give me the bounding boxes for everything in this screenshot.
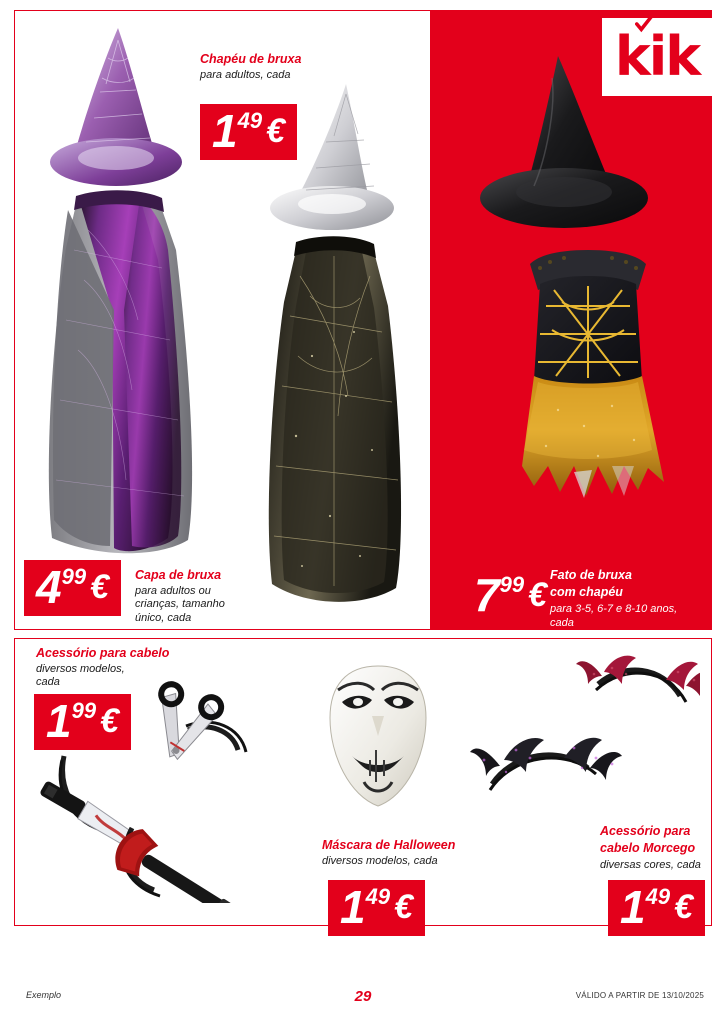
product-title: Acessório para cabelo [36, 646, 170, 660]
caption-acessorio-morcego [600, 824, 720, 873]
price-integer: 1 [340, 881, 365, 933]
price-currency: € [394, 888, 413, 926]
headband-knife-icon [36, 668, 316, 903]
price-integer: 1 [46, 695, 71, 747]
product-title: Capa de bruxa [135, 568, 222, 582]
caption-chapeu-bruxa [200, 52, 390, 82]
halloween-mask-icon [318, 664, 438, 814]
price-cents: 99 [71, 698, 97, 723]
witch-hat-black-icon [452, 48, 682, 238]
product-subtitle: diversas cores, cada [600, 859, 701, 872]
example-label: Exemplo [26, 990, 62, 1000]
product-subtitle: para adultos, cada [200, 68, 291, 81]
price-currency: € [266, 112, 285, 150]
price-currency: € [90, 568, 109, 606]
price-fato-bruxa [462, 568, 559, 624]
price-integer: 1 [212, 105, 237, 157]
product-subtitle-1: para adultos ou [135, 584, 211, 597]
price-integer: 4 [36, 561, 61, 613]
page-number: 29 [354, 988, 372, 1005]
product-subtitle: diversos modelos, cada [322, 854, 438, 867]
product-title: Máscara de Halloween [322, 838, 456, 852]
product-subtitle-2: cada [36, 676, 60, 689]
price-cents: 49 [365, 884, 391, 909]
price-integer: 7 [474, 569, 499, 621]
price-cents: 49 [645, 884, 671, 909]
witch-hat-purple-icon [30, 22, 210, 192]
price-cents: 49 [237, 108, 263, 133]
bat-headband-icon [470, 650, 700, 830]
price-currency: € [674, 888, 693, 926]
product-subtitle-3: único, cada [135, 612, 192, 625]
price-cents: 99 [499, 572, 525, 597]
product-title-1: Fato de bruxa [550, 568, 632, 582]
product-subtitle-1: para 3-5, 6-7 e 8-10 anos, [550, 603, 678, 616]
witch-costume-dress-icon [488, 250, 688, 550]
product-title: Chapéu de bruxa [200, 52, 302, 66]
price-cents: 99 [61, 564, 87, 589]
product-title-2: cabelo Morcego [600, 840, 696, 855]
price-currency: € [100, 702, 119, 740]
witch-cape-purple-icon [28, 190, 208, 590]
price-mascara-halloween [328, 880, 425, 936]
product-subtitle-2: crianças, tamanho [135, 598, 225, 611]
brand-logo-text: kik [614, 25, 700, 88]
price-chapeu-bruxa [200, 104, 297, 160]
price-integer: 1 [620, 881, 645, 933]
product-subtitle-2: cada [550, 617, 574, 629]
price-currency: € [528, 576, 547, 614]
caption-fato-bruxa [550, 568, 705, 631]
price-capa-bruxa [24, 560, 121, 616]
product-title-2: com chapéu [550, 584, 623, 599]
page-footer [0, 988, 726, 1006]
caption-capa-bruxa [135, 568, 260, 626]
kik-logo-check-icon [635, 15, 653, 33]
witch-cape-black-icon [250, 236, 420, 626]
caption-mascara-halloween [322, 838, 532, 868]
validity-text: VÁLIDO A PARTIR DE 13/10/2025 [575, 991, 704, 1000]
price-acessorio-morcego [608, 880, 705, 936]
product-subtitle-1: diversos modelos, [36, 662, 125, 675]
product-title-1: Acessório para [600, 824, 691, 838]
